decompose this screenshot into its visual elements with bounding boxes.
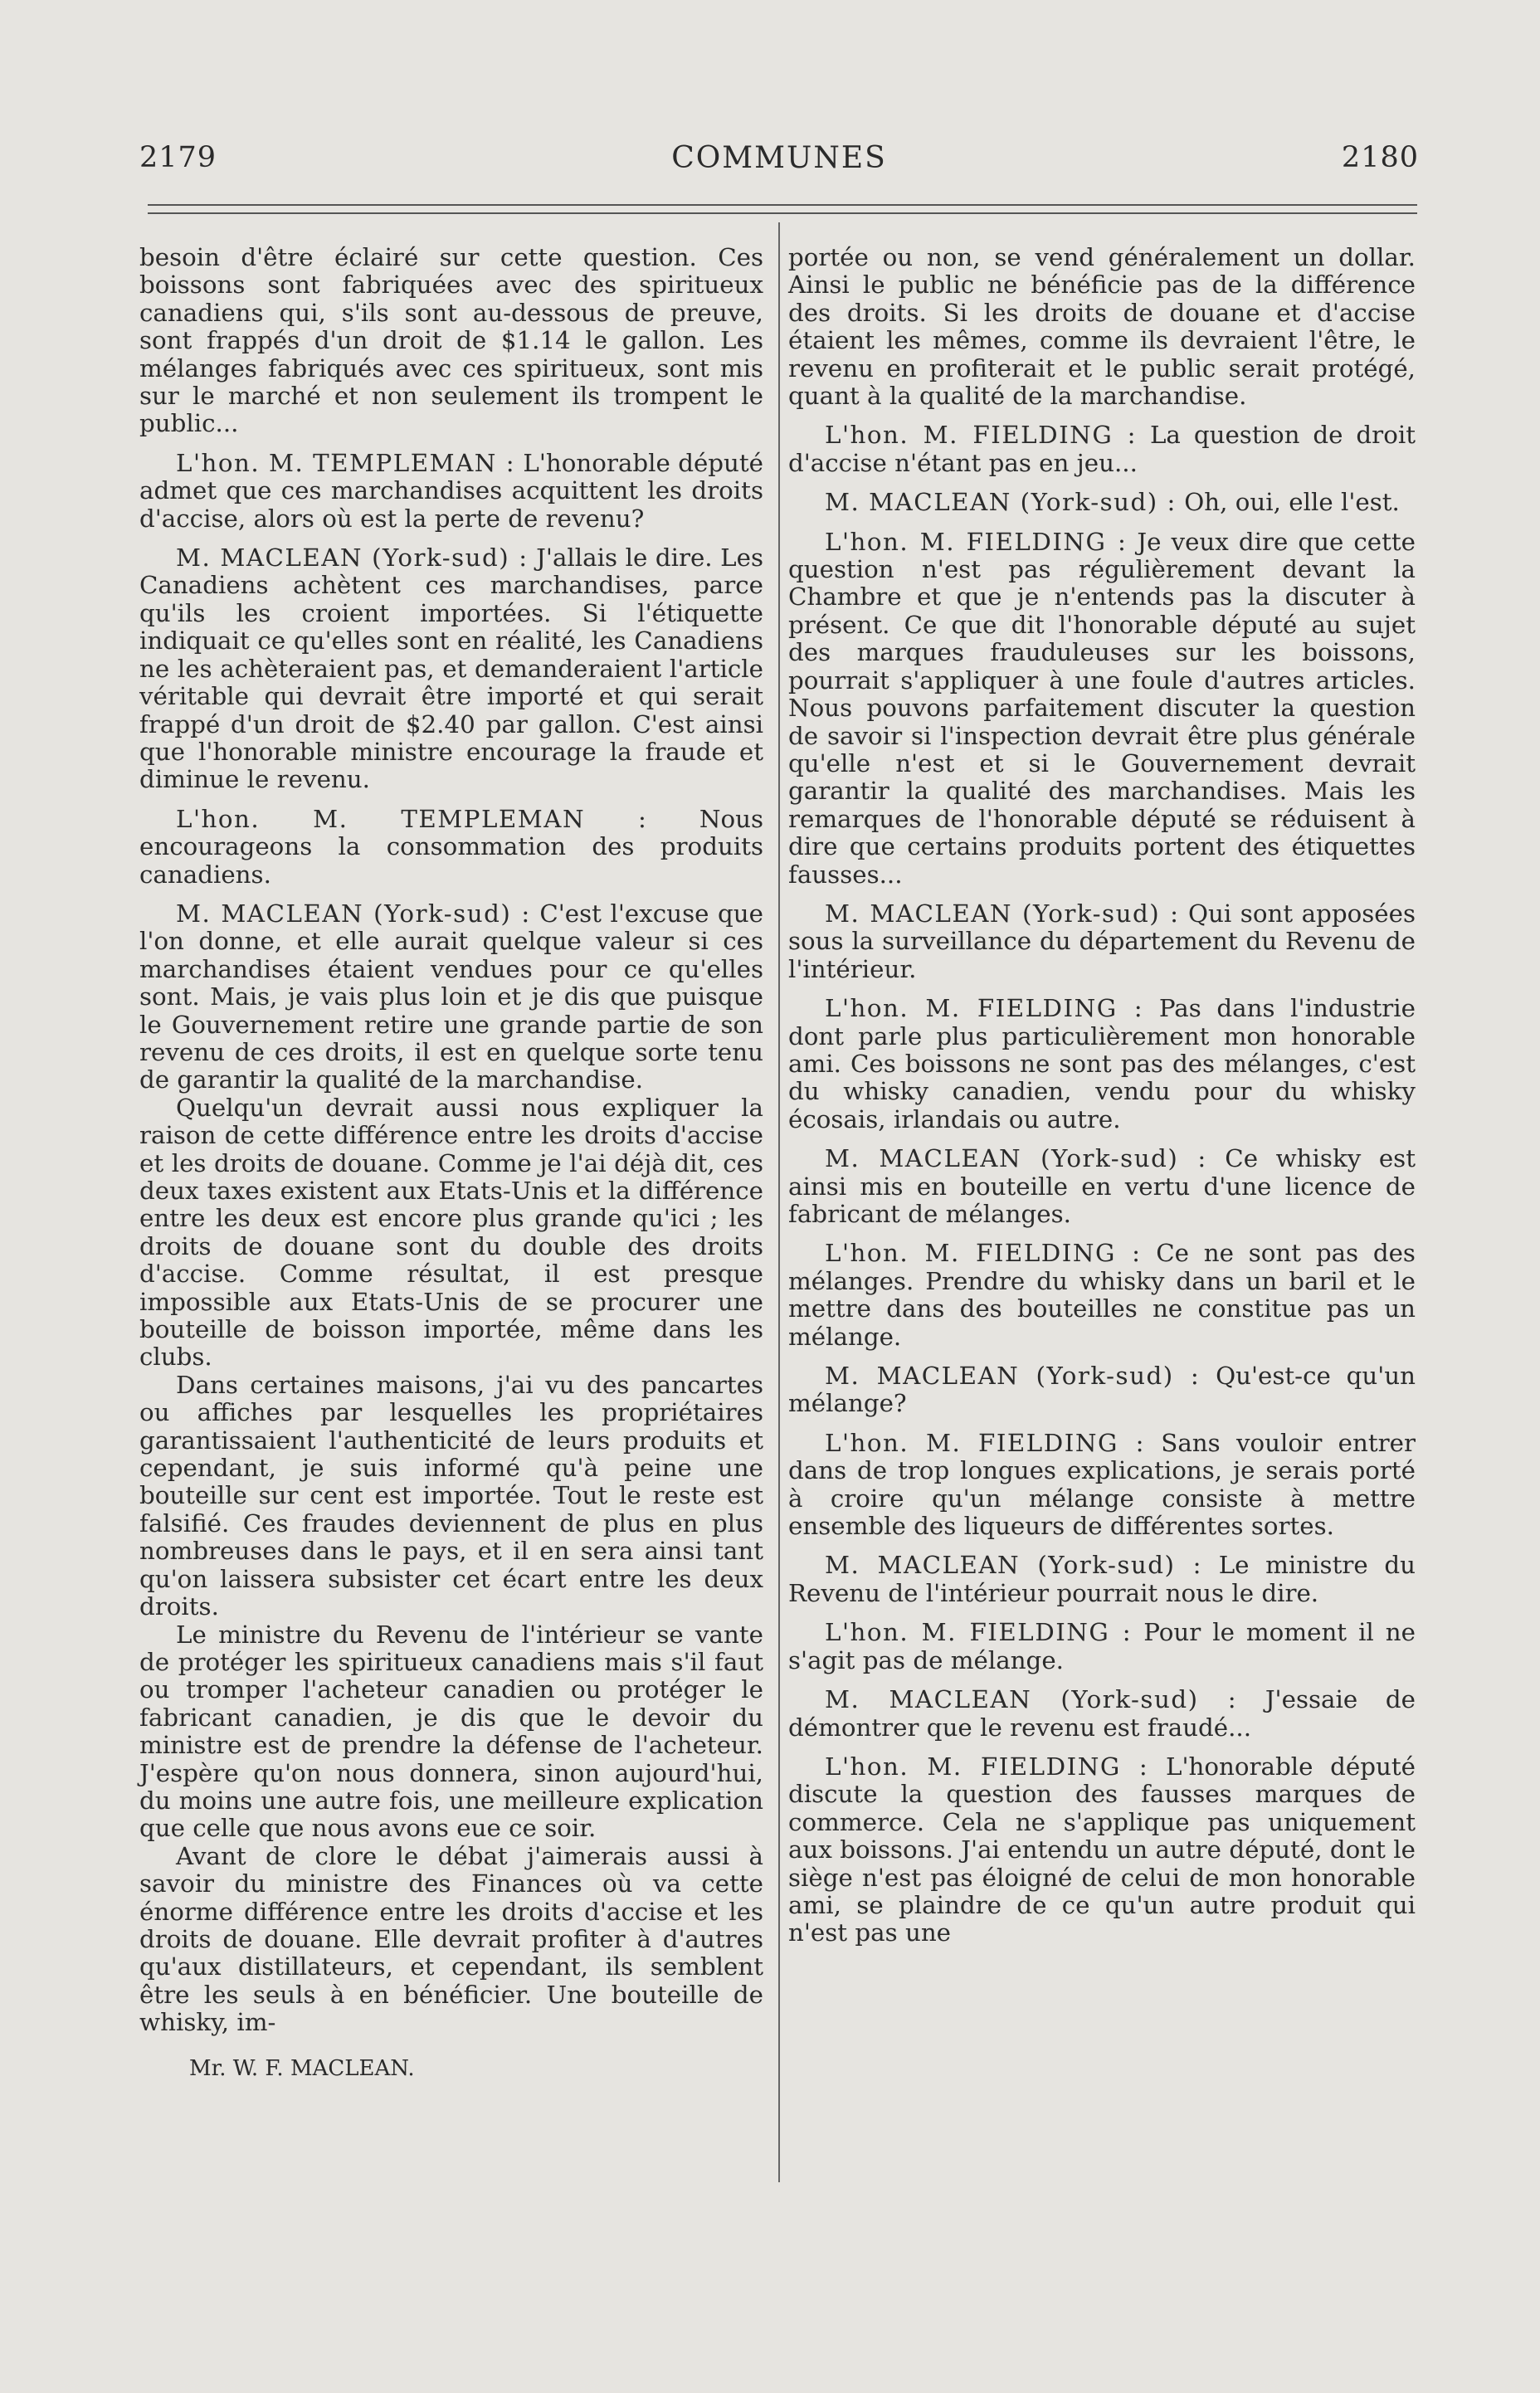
left-column [139,244,763,2094]
speaker: L'hon. M. FIELDING : [825,527,1128,556]
speaker: M. MACLEAN (York-sud) : [825,899,1180,928]
page-header [139,141,1419,191]
paragraph: L'hon. M. FIELDING : La question de droit d'accise n'étant pas en jeu... [788,421,1416,477]
speaker: L'hon. M. FIELDING : [825,421,1138,450]
paragraph: L'hon. M. FIELDING : L'honorable député discute la question des fausses marques de commerce. Cela ne s'applique pas uniquement aux boissons. J'ai entendu un autre député, dont le siège n'est pas éloigné de celui de mon honorable ami, se plaindre de ce qu'un autre produit qui n'est pas une [788,1752,1416,1947]
paragraph: L'hon. M. FIELDING : Pas dans l'industrie dont parle plus particulièrement mon honorable ami. Ces boissons ne sont pas des mélanges, c'est du whisky canadien, vendu pour du whisky écosais, irlandais ou autre. [788,994,1416,1133]
paragraph: Le ministre du Revenu de l'intérieur se vante de protéger les spiritueux canadiens mais s'il faut ou tromper l'acheteur canadien ou protéger le fabricant canadien, je dis que le devoir du ministre est de prendre la défense de l'acheteur. J'espère qu'on nous donnera, sinon aujourd'hui, du moins une autre fois, une meilleure explication que celle que nous avons eue ce soir. [139,1620,763,1843]
paragraph: M. MACLEAN (York-sud) : Qu'est-ce qu'un mélange? [788,1362,1416,1418]
paragraph: L'hon. M. FIELDING : Sans vouloir entrer dans de trop longues explications, je serais porté à croire qu'un mélange consiste à mettre ensemble des liqueurs de différentes sortes. [788,1428,1416,1541]
paragraph: Quelqu'un devrait aussi nous expliquer la raison de cette différence entre les droits d'accise et les droits de douane. Comme je l'ai déjà dit, ces deux taxes existent aux Etats-Unis et la différence entre les deux est encore plus grande qu'ici ; les droits de douane sont du double des droits d'accise. Comme résultat, il est presque impossible aux Etats-Unis de se procurer une bouteille de boisson importée, même dans les clubs. [139,1093,763,1372]
header-rule-bottom [148,212,1417,214]
paragraph: M. MACLEAN (York-sud) : J'allais le dire. Les Canadiens achètent ces marchandises, parce qu'ils les croient importées. Si l'étiquette indiquait ce qu'elles sont en réalité, les Canadiens ne les achèteraient pas, et demanderaient l'article véritable qui devrait être importé et qui serait frappé d'un droit de $2.40 par gallon. C'est ainsi que l'honorable ministre encourage la fraude et diminue le revenu. [139,543,763,794]
speaker: M. MACLEAN (York-sud) : [176,543,529,573]
speaker: M. MACLEAN (York-sud) : [825,1144,1207,1173]
paragraph: M. MACLEAN (York-sud) : C'est l'excuse que l'on donne, et elle aurait quelque valeur si ces marchandises étaient vendues pour ce qu'elles sont. Mais, je vais plus loin et je dis que puisque le Gouvernement retire une grande partie de son revenu de ces droits, il est en quelque sorte tenu de garantir la qualité de la marchandise. [139,899,763,1094]
speaker: L'hon. M. TEMPLEMAN : [176,448,516,477]
speaker: M. MACLEAN (York-sud) : [825,1362,1201,1391]
header-rule-top [148,204,1417,206]
paragraph: M. MACLEAN (York-sud) : Ce whisky est ainsi mis en bouteille en vertu d'une licence de fabricant de mélanges. [788,1144,1416,1228]
paragraph: M. MACLEAN (York-sud) : Qui sont apposées sous la surveillance du département du Revenu de l'intérieur. [788,899,1416,983]
paragraph: L'hon. M. FIELDING : Ce ne sont pas des mélanges. Prendre du whisky dans un baril et le mettre dans des bouteilles ne constitue pas un mélange. [788,1239,1416,1351]
page-title: COMMUNES [671,141,887,175]
signature: Mr. W. F. MACLEAN. [189,2055,415,2081]
right-column [788,244,1416,1959]
speaker: L'hon. M. FIELDING : [825,1239,1142,1268]
speaker: L'hon. M. TEMPLEMAN : [176,804,648,833]
paragraph: Avant de clore le débat j'aimerais aussi à savoir du ministre des Finances où va cette énorme différence entre les droits d'accise et les droits de douane. Elle devrait profiter à d'autres qu'aux distillateurs, et cependant, ils semblent être les seuls à en bénéficier. Une bouteille de whisky, im- [139,1841,763,2037]
column-divider [778,222,780,2182]
paragraph: M. MACLEAN (York-sud) : J'essaie de démontrer que le revenu est fraudé... [788,1685,1416,1742]
speaker: M. MACLEAN (York-sud) : [176,899,531,928]
paragraph: L'hon. M. FIELDING : Pour le moment il ne s'agit pas de mélange. [788,1618,1416,1674]
paragraph: portée ou non, se vend généralement un dollar. Ainsi le public ne bénéficie pas de la différence des droits. Si les droits de douane et d'accise étaient les mêmes, comme ils devraient l'être, le revenu en profiterait et le public serait protégé, quant à la qualité de la marchandise. [788,243,1416,411]
speaker: M. MACLEAN (York-sud) : [825,488,1177,517]
paragraph: L'hon. M. FIELDING : Je veux dire que cette question n'est pas régulièrement devant la Chambre et que je n'entends pas la discuter à présent. Ce que dit l'honorable député au sujet des marques frauduleuses sur les boissons, pourrait s'appliquer à une foule d'autres articles. Nous pouvons parfaitement discuter la question de savoir si l'inspection devrait être plus générale qu'elle n'est et si le Gouvernement devrait garantir la qualité des marchandises. Mais les remarques de l'honorable député se réduisent à dire que certains produits portent des étiquettes fausses... [788,527,1416,889]
speaker: L'hon. M. FIELDING : [825,1618,1133,1647]
page-number-left: 2179 [139,141,217,174]
paragraph: Dans certaines maisons, j'ai vu des pancartes ou affiches par lesquelles les propriétaires garantissaient l'authenticité de leurs produits et cependant, je suis informé qu'à peine une bouteille sur cent est importée. Tout le reste est falsifié. Ces fraudes deviennent de plus en plus nombreuses dans le pays, et il en sera ainsi tant qu'on laissera subsister cet écart entre les deux droits. [139,1370,763,1621]
speaker: M. MACLEAN (York-sud) : [825,1551,1202,1580]
page-number-right: 2180 [1341,141,1419,174]
paragraph: L'hon. M. TEMPLEMAN : L'honorable député admet que ces marchandises acquittent les droits d'accise, alors où est la perte de revenu? [139,448,764,533]
paragraph: L'hon. M. TEMPLEMAN : Nous encourageons la consommation des produits canadiens. [139,804,763,889]
speaker: L'hon. M. FIELDING : [825,994,1144,1023]
speaker: M. MACLEAN (York-sud) : [825,1685,1238,1714]
paragraph: M. MACLEAN (York-sud) : Le ministre du Revenu de l'intérieur pourrait nous le dire. [788,1551,1416,1607]
speaker: L'hon. M. FIELDING : [825,1752,1149,1781]
paragraph: M. MACLEAN (York-sud) : Oh, oui, elle l'est. [825,488,1400,517]
speaker: L'hon. M. FIELDING : [825,1428,1145,1457]
paragraph: besoin d'être éclairé sur cette question. Ces boissons sont fabriquées avec des spiritueux canadiens qui, s'ils sont au-dessous de preuve, sont frappés d'un droit de $1.14 le gallon. Les mélanges fabriqués avec ces spiritueux, sont mis sur le marché et non seulement ils trompent le public... [139,243,763,438]
